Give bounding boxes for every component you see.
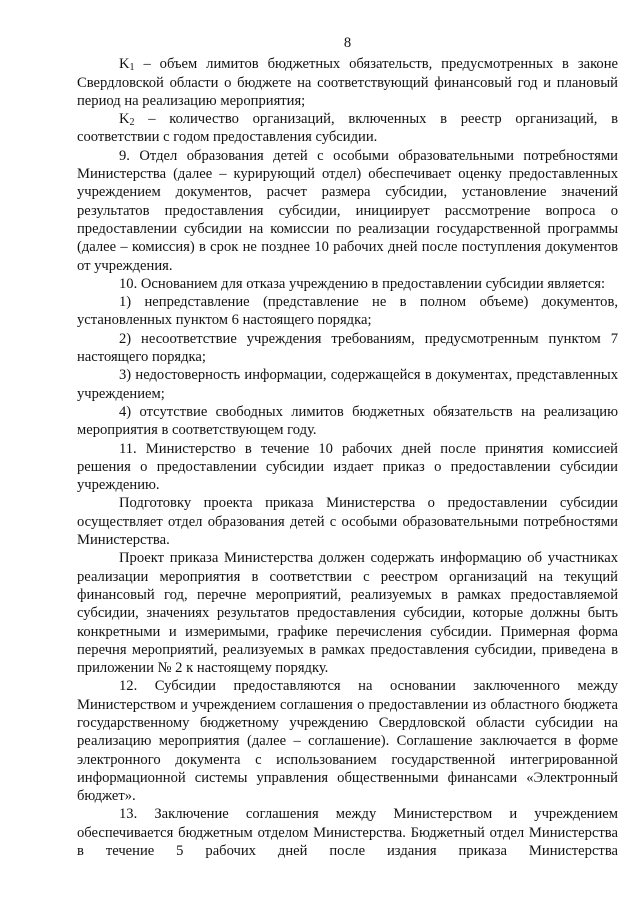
paragraph-10-item-2: 2) несоответствие учреждения требованиям, предусмотренным пунктом 7 настоящего порядка; <box>77 330 618 366</box>
paragraph-11: 11. Министерство в течение 10 рабочих дней после принятия комиссией решения о предоставлении субсидии издает приказ о предоставлении субсидии учреждению. <box>77 440 618 494</box>
paragraph-10-item-1: 1) непредставление (представление не в полном объеме) документов, установленных пунктом 6 настоящего порядка; <box>77 294 618 329</box>
k2-text: – количество организаций, включенных в реестр организаций, в соответствии с годом предоставления субсидии. <box>77 111 618 146</box>
paragraph-11-order-prep: Подготовку проекта приказа Министерства о предоставлении субсидии осуществляет отдел образования детей с особыми образовательными потребностями Министерства. <box>77 495 618 549</box>
paragraph-13: 13. Заключение соглашения между Министерством и учреждением обеспечивается бюджетным отделом Министерства. Бюджетный отдел Министерства в течение 5 рабочих дней после издания приказа Министерства <box>77 806 618 860</box>
page-number: 8 <box>343 35 352 51</box>
paragraph-10-item-3: 3) недостоверность информации, содержащейся в документах, представленных учреждением; <box>77 367 618 402</box>
k2-subscript: 2 <box>129 117 135 129</box>
paragraph-11-order-content: Проект приказа Министерства должен содержать информацию об участниках реализации мероприятия в соответствии с реестром организаций на текущий финансовый год, перечне мероприятий, реализуемых в рамках предоставляемой субсидии, значениях результатов предоставления субсидии, которые должны быть конкретными и измеримыми, графике перечисления субсидии. Примерная форма перечня мероприятий, реализуемых в рамках предоставления субсидии, приведена в приложении № 2 к настоящему порядку. <box>77 550 618 677</box>
k2-symbol: K <box>119 111 130 128</box>
k1-symbol: K <box>119 56 130 73</box>
k1-text: – объем лимитов бюджетных обязательств, предусмотренных в законе Свердловской области о бюджете на соответствующий финансовый год и плановый период на реализацию мероприятия; <box>77 56 618 109</box>
paragraph-k1-definition <box>77 55 618 110</box>
paragraph-10-item-4: 4) отсутствие свободных лимитов бюджетных обязательств на реализацию мероприятия в соответствующем году. <box>77 403 618 439</box>
paragraph-k2-definition <box>77 110 618 147</box>
k1-subscript: 1 <box>129 62 135 74</box>
paragraph-12: 12. Субсидии предоставляются на основании заключенного между Министерством и учреждением соглашения о предоставлении из областного бюджета государственному бюджетному учреждению Свердловской области субсидии на реализацию мероприятия (далее – соглашение). Соглашение заключается в форме электронного документа с использованием государственной интегрированной информационной системы управления общественными финансами «Электронный бюджет». <box>77 678 618 805</box>
paragraph-9: 9. Отдел образования детей с особыми образовательными потребностями Министерства (далее – курирующий отдел) обеспечивает оценку предоставленных учреждением документов, расчет размера субсидии, установление значений результатов предоставления субсидии, инициирует рассмотрение вопроса о предоставлении субсидии на комиссии по реализации государственной программы (далее – комиссия) в срок не позднее 10 рабочих дней после поступления документов от учреждения. <box>77 147 618 274</box>
paragraph-10: 10. Основанием для отказа учреждению в предоставлении субсидии является: <box>119 275 606 292</box>
